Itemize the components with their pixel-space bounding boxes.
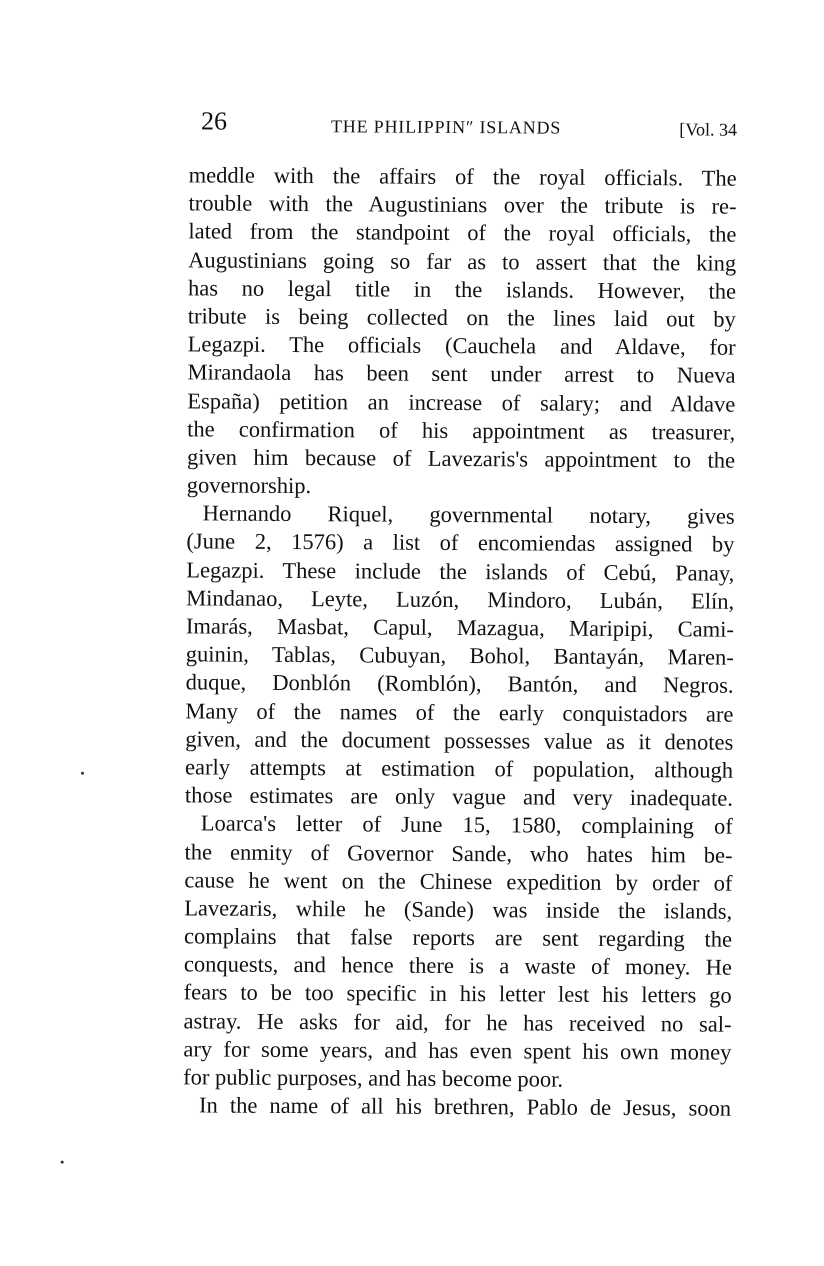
text-line: (June 2, 1576) a list of encomiendas assigned by [186, 528, 735, 558]
text-line: Hernando Riquel, governmental notary, gives [202, 500, 735, 529]
text-line: lated from the standpoint of the royal officials, the [188, 218, 737, 248]
text-line: governorship. [186, 472, 312, 499]
volume-label: [Vol. 34 [679, 119, 738, 140]
text-line: Lavezaris, while he (Sande) was inside the islands, [184, 895, 733, 924]
text-line: trouble with the Augustinians over the tribute is re- [188, 190, 737, 219]
text-line: given him because of Lavezaris's appointment to the [186, 444, 736, 473]
text-line: conquests, and hence there is a waste of money. He [183, 951, 732, 980]
text-line: early attempts at estimation of population, although [185, 754, 734, 783]
scan-speck [81, 772, 84, 775]
text-line: has no legal title in the islands. However, the [187, 275, 737, 304]
text-line: Loarca's letter of June 15, 1580, complaining of [200, 810, 733, 839]
text-line: In the name of all his brethren, Pablo de Jesus, soon [198, 1092, 732, 1121]
text-line: tribute is being collected on the lines laid out by [187, 303, 736, 332]
text-line: cause he went on the Chinese expedition by order of [184, 867, 733, 896]
text-line: Mindanao, Leyte, Luzón, Mindoro, Lubán, Elín, [186, 585, 735, 614]
text-line: Imarás, Masbat, Capul, Mazagua, Maripipi, Cami- [185, 613, 735, 642]
text-line: España) petition an increase of salary; and Aldave [187, 387, 736, 417]
text-line: Legazpi. The officials (Cauchela and Aldave, for [187, 331, 736, 360]
text-line: given, and the document possesses value as it denotes [185, 726, 734, 755]
text-line: fears to be too specific in his letter lest his letters go [183, 979, 732, 1009]
body-text [183, 161, 737, 1123]
text-line: Many of the names of the early conquistadors are [185, 697, 734, 727]
text-line: guinin, Tablas, Cubuyan, Bohol, Bantayán, Maren- [185, 641, 734, 670]
text-line: astray. He asks for aid, for he has received no sal- [183, 1007, 732, 1037]
text-line: those estimates are only vague and very inadequate. [184, 782, 733, 811]
text-line: complains that false reports are sent regarding the [183, 923, 733, 952]
running-title: THE PHILIPPIN″ ISLANDS [330, 116, 562, 138]
text-line: Mirandaola has been sent under arrest to Nueva [187, 359, 736, 388]
text-line: the confirmation of his appointment as treasurer, [187, 416, 736, 445]
text-line: for public purposes, and has become poor. [183, 1064, 564, 1092]
scan-speck [61, 1161, 64, 1164]
text-line: the enmity of Governor Sande, who hates him be- [184, 838, 733, 868]
running-head [189, 106, 737, 139]
page-number: 26 [200, 106, 228, 136]
text-line: meddle with the affairs of the royal officials. The [188, 162, 737, 191]
text-line: ary for some years, and has even spent his own money [183, 1036, 732, 1065]
text-line: Augustinians going so far as to assert that the king [188, 246, 737, 276]
text-line: Legazpi. These include the islands of Cebú, Panay, [186, 556, 735, 586]
text-line: duque, Donblón (Romblón), Bantón, and Negros. [185, 669, 734, 699]
